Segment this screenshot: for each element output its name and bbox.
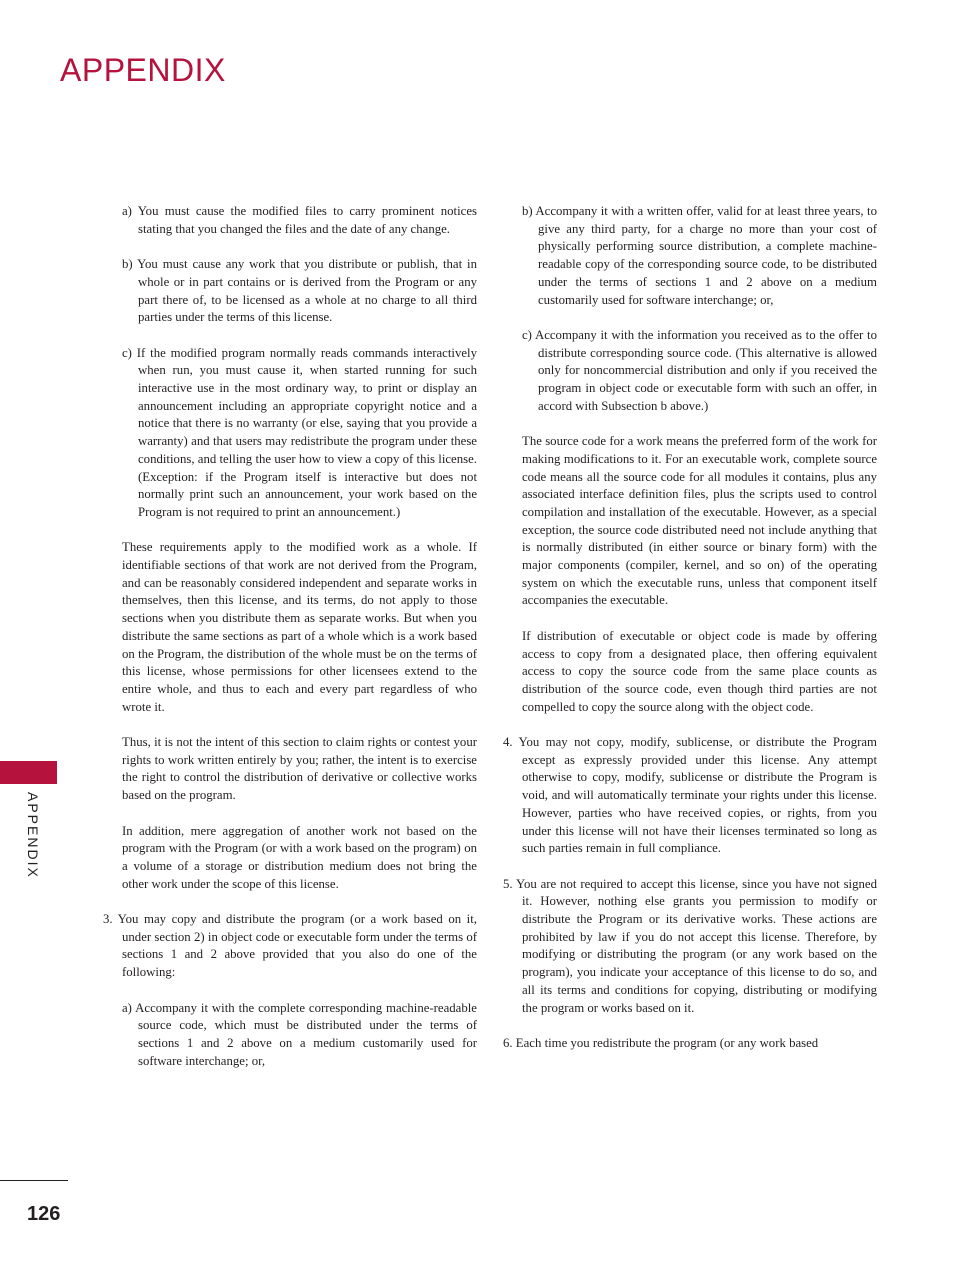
distribution-access-paragraph: If distribution of executable or object code is made by offering access to copy from a designated place, then offering equivalent access to copy the source code from the same place counts as distribution of the source code, even though third parties are not compelled to copy the source along with the object code. bbox=[522, 628, 877, 714]
section-tab-marker bbox=[0, 761, 57, 784]
clause-2c: c) If the modified program normally reads commands interactively when run, you must cause it, when started running for such interactive use in the most ordinary way, to print or display an announcement including an appropriate copyright notice and a notice that there is no warranty (or else, saying that you provide a warranty) and that users may redistribute the program under these conditions, and telling the user how to view a copy of this license. (Exception: if the Program itself is interactive but does not normally print such an announcement, your work based on the Program is not required to print an announcement.) bbox=[122, 345, 477, 519]
clause-2a: a) You must cause the modified files to carry prominent notices stating that you changed the files and the date of any change. bbox=[122, 204, 477, 236]
clause-3c: c) Accompany it with the information you received as to the offer to distribute corresponding source code. (This alternative is allowed only for noncommercial distribution and only if you received the program in object code or executable form with such an offer, in accord with Subsection b above.) bbox=[522, 327, 877, 413]
section-6-paragraph: 6. Each time you redistribute the program (or any work based bbox=[503, 1035, 819, 1050]
section-4-paragraph: 4. You may not copy, modify, sublicense, or distribute the Program except as expressly provided under this license. Any attempt otherwise to copy, modify, sublicense or distribute the Program is void, and will automatically terminate your rights under this license. However, parties who have received copies, or rights, from you under this license will not have their licenses terminated so long as such parties remain in full compliance. bbox=[503, 735, 877, 856]
section-side-label: APPENDIX bbox=[25, 792, 41, 879]
clause-3a: a) Accompany it with the complete corresponding machine-readable source code, which must be distributed under the terms of sections 1 and 2 above on a medium customarily used for software interchange; or, bbox=[122, 1000, 477, 1068]
source-code-definition-paragraph: The source code for a work means the preferred form of the work for making modifications to it. For an executable work, complete source code means all the source code for all modules it contains, plus any associated interface definition files, plus the scripts used to control compilation and installation of the executable. However, as a special exception, the source code distributed need not include anything that is normally distributed (in either source or binary form) with the major components (compiler, kernel, and so on) of the operating system on which the executable runs, unless that component itself accompanies the executable. bbox=[522, 434, 877, 608]
clause-3b: b) Accompany it with a written offer, valid for at least three years, to give any third party, for a charge no more than your cost of physically performing source distribution, a complete machine-readable copy of the corresponding source code, to be distributed under the terms of sections 1 and 2 above on a medium customarily used for software interchange; or, bbox=[522, 204, 877, 307]
requirements-paragraph: These requirements apply to the modified work as a whole. If identifiable sections of that work are not derived from the Program, and can be reasonably considered independent and separate works in themselves, then this license, and its terms, do not apply to those sections when you distribute them as separate works. But when you distribute the same sections as part of a whole which is a work based on the Program, the distribution of the whole must be on the terms of this license, whose permissions for other licensees extend to the entire whole, and thus to each and every part regardless of who wrote it. bbox=[122, 540, 477, 714]
page-number: 126 bbox=[27, 1203, 61, 1225]
section-3-paragraph: 3. You may copy and distribute the program (or a work based on it, under section 2) in object code or executable form under the terms of sections 1 and 2 above provided that you also do one of the following: bbox=[103, 912, 477, 980]
right-text-column bbox=[503, 203, 877, 1070]
page-title: APPENDIX bbox=[60, 52, 226, 88]
left-text-column bbox=[103, 203, 477, 1088]
intent-paragraph: Thus, it is not the intent of this section to claim rights or contest your rights to work written entirely by you; rather, the intent is to exercise the right to control the distribution of derivative or collective works based on the program. bbox=[122, 735, 477, 803]
aggregation-paragraph: In addition, mere aggregation of another work not based on the program with the Program (or with a work based on the program) on a volume of a storage or distribution medium does not bring the other work under the scope of this license. bbox=[122, 823, 477, 891]
clause-2b: b) You must cause any work that you distribute or publish, that in whole or in part contains or is derived from the Program or any part there of, to be licensed as a whole at no charge to all third parties under the terms of this license. bbox=[122, 257, 477, 325]
section-5-paragraph: 5. You are not required to accept this license, since you have not signed it. However, nothing else grants you permission to modify or distribute the Program or its derivative works. These actions are prohibited by law if you do not accept this license. Therefore, by modifying or distributing the program (or any work based on the program), you indicate your acceptance of this license to do so, and all its terms and conditions for copying, distributing or modifying the program or works based on it. bbox=[503, 876, 877, 1015]
footer-rule bbox=[0, 1180, 68, 1181]
